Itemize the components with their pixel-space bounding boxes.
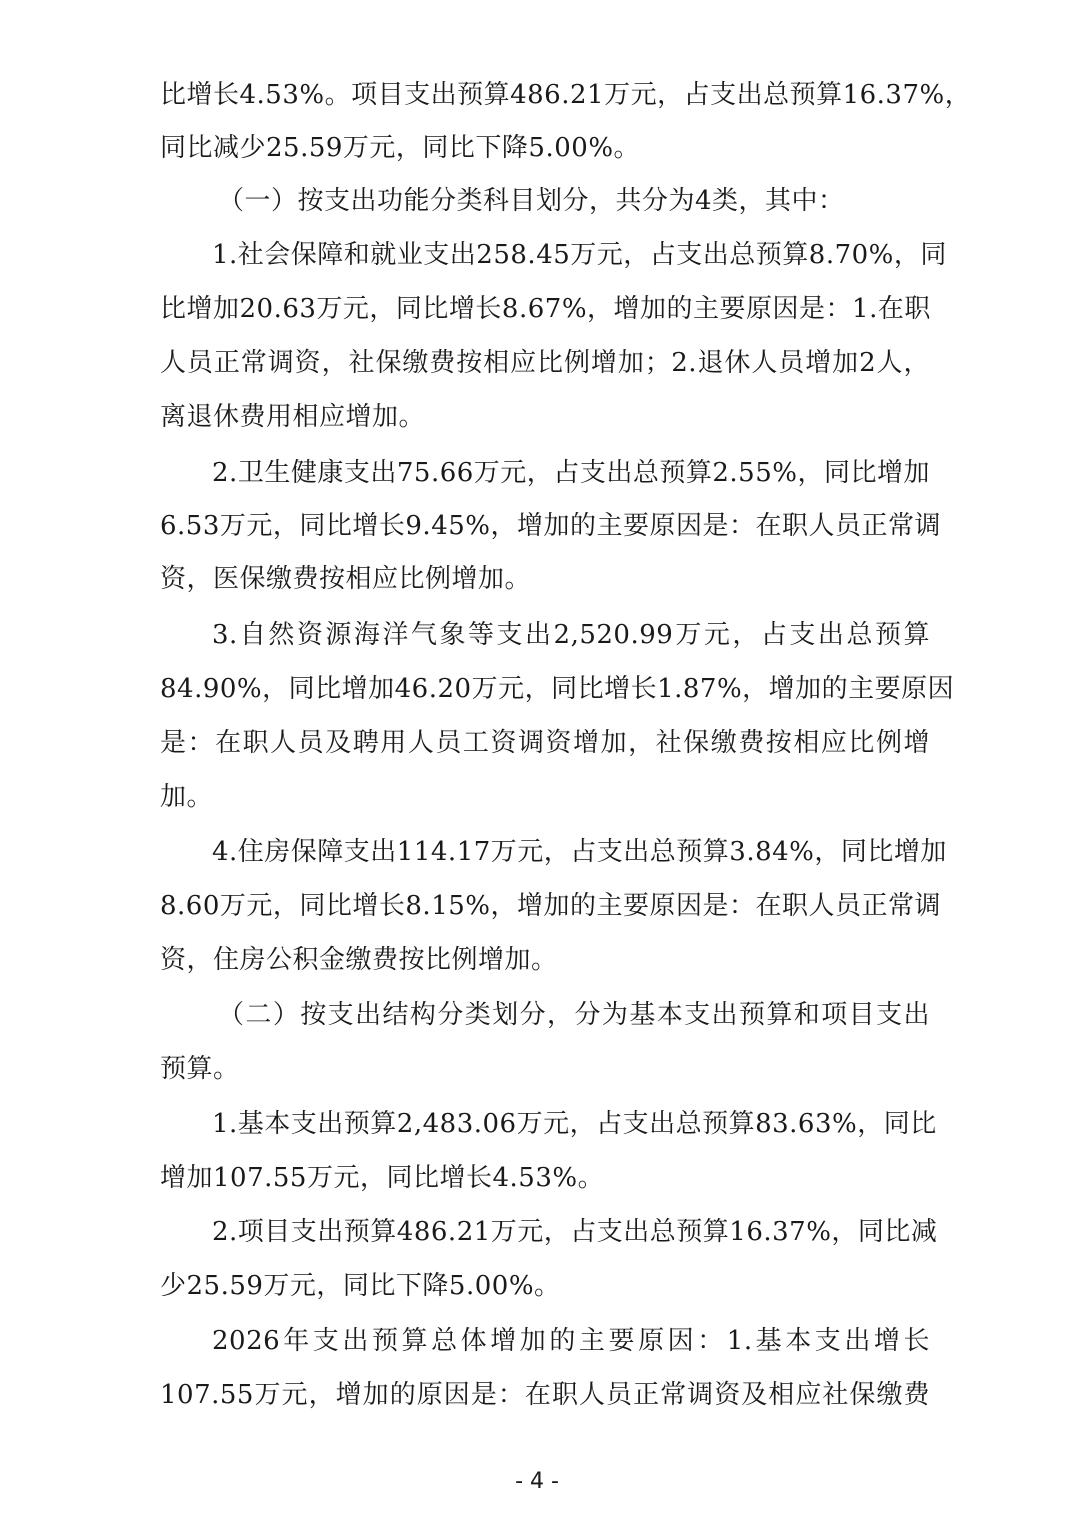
body-text-line: 2.卫生健康支出75.66万元，占支出总预算2.55%，同比增加 — [212, 458, 930, 488]
body-text-line: 比增加20.63万元，同比增长8.67%，增加的主要原因是：1.在职 — [160, 294, 931, 324]
body-text-line: 人员正常调资，社保缴费按相应比例增加；2.退休人员增加2人， — [160, 348, 930, 378]
body-text-line: 8.60万元，同比增长8.15%，增加的主要原因是：在职人员正常调 — [160, 891, 941, 921]
body-text-line: 预算。 — [160, 1054, 240, 1084]
section-heading: （一）按支出功能分类科目划分，共分为4类，其中： — [218, 186, 845, 216]
body-text-line: 是：在职人员及聘用人员工资调资增加，社保缴费按相应比例增 — [160, 728, 930, 758]
body-text-line: 资，医保缴费按相应比例增加。 — [160, 564, 532, 594]
body-text-line: 同比减少25.59万元，同比下降5.00%。 — [160, 133, 641, 163]
page-number: - 4 - — [515, 1469, 559, 1494]
body-text-line: 比增长4.53%。项目支出预算486.21万元，占支出总预算16.37%， — [160, 80, 972, 110]
body-text-line: 少25.59万元，同比下降5.00%。 — [160, 1271, 561, 1301]
body-text-line: 离退休费用相应增加。 — [160, 402, 426, 432]
body-text-line: 1.基本支出预算2,483.06万元，占支出总预算83.63%，同比 — [212, 1109, 937, 1139]
body-text-line: 2.项目支出预算486.21万元，占支出总预算16.37%，同比减 — [212, 1217, 938, 1247]
body-text-line: 107.55万元，增加的原因是：在职人员正常调资及相应社保缴费 — [160, 1380, 930, 1410]
body-text-line: 2026年支出预算总体增加的主要原因：1.基本支出增长 — [212, 1326, 930, 1356]
body-text-line: 6.53万元，同比增长9.45%，增加的主要原因是：在职人员正常调 — [160, 511, 941, 541]
body-text-line: 资，住房公积金缴费按比例增加。 — [160, 945, 558, 975]
body-text-line: 3.自然资源海洋气象等支出2,520.99万元，占支出总预算 — [212, 620, 930, 650]
body-text-line: 增加107.55万元，同比增长4.53%。 — [160, 1163, 605, 1193]
body-text-line: 4.住房保障支出114.17万元，占支出总预算3.84%，同比增加 — [212, 837, 947, 867]
body-text-line: 84.90%，同比增加46.20万元，同比增长1.87%，增加的主要原因 — [160, 674, 955, 704]
section-heading: （二）按支出结构分类划分，分为基本支出预算和项目支出 — [218, 1000, 930, 1030]
body-text-line: 1.社会保障和就业支出258.45万元，占支出总预算8.70%，同 — [212, 240, 947, 270]
body-text-line: 加。 — [160, 782, 214, 812]
